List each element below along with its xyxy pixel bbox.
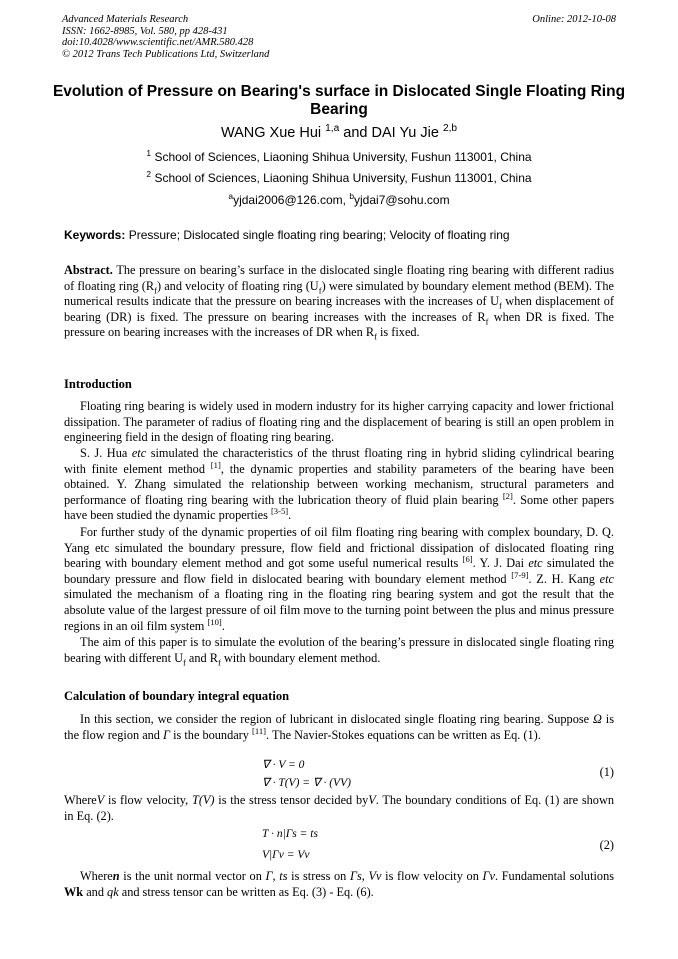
text: For further study of the dynamic properties of oil film floating ring bearing with complex boundary, D. Q. Yang etc simulated the boundary pressure, flow field and frictional dissipation of dislocated floating ring bearing with boundary element method and got some useful numerical results [64,525,614,571]
q-symbol: qk [107,884,119,899]
equation-1-number: (1) [599,765,614,779]
citation: [7-9] [511,569,529,580]
intro-paragraph-3 [64,525,614,634]
paper-title: Evolution of Pressure on Bearing's surface in Dislocated Single Floating Ring Bearing [52,83,626,118]
text: is the unit normal vector on [119,869,266,883]
email-b: yjdai7@sohu.com [354,193,450,207]
keywords-text: Pressure; Dislocated single floating ring bearing; Velocity of floating ring [128,228,510,242]
gamma-v-symbol: Γv [482,869,495,883]
issn-line: ISSN: 1662-8985, Vol. 580, pp 428-431 [62,25,228,37]
text: . The Navier-Stokes equations can be written as Eq. (1). [266,727,541,742]
citation: [10] [207,616,222,627]
text: . Y. J. Dai [472,556,529,571]
abstract-text: ) and velocity of floating ring (U [156,278,319,293]
citation: [2] [502,490,513,501]
text: . The boundary conditions of Eq. (1) are shown in Eq. (2). [64,793,614,823]
author-2: DAI Yu Jie [371,125,439,141]
text: is flow velocity on [381,869,483,883]
abstract [64,263,614,341]
sub-f: f [154,285,157,296]
equation-2-line-1: T · n|Γs = ts [262,828,318,840]
calc-paragraph-2 [64,793,614,824]
etc: etc [599,571,614,586]
abstract-text: when DR is fixed. The pressure on bearing increases with the increases of DR when R [64,309,614,340]
velocity-symbol: V [368,793,376,807]
journal-name: Advanced Materials Research [62,14,189,25]
text: , the dynamic properties and stability parameters of the bearing have been obtained. Y. Zhang simulated the relationship between working mechanism, structural parameters and performance of floating ring bearing with the lubrication theory of fluid plain bearing [64,461,614,507]
etc: etc [131,446,147,460]
text: is flow velocity, [104,793,192,807]
keywords-label: Keywords: [64,228,126,242]
text: S. J. Hua [80,446,132,460]
citation: [11] [252,725,267,736]
text: . Fundamental solutions [494,869,615,883]
equation-2-number: (2) [599,838,614,852]
text: . Z. H. Kang [528,571,600,586]
author-line [0,125,678,141]
equation-2-line-2: V|Γv = Vv [262,849,310,861]
citation: [1] [210,459,221,470]
email-a-mark: a [228,191,234,201]
text: Where [64,793,97,807]
equation-1-line-2: ∇ · T(V) = ∇ · (VV) [262,777,351,789]
text: , [272,869,280,883]
text: and R [185,650,218,665]
text: In this section, we consider the region of lubricant in dislocated single floating ring bearing. Suppose [80,712,593,726]
stress-tensor-symbol: T(V) [191,793,215,807]
fundamental-solution-symbol: Wk [64,884,84,899]
author-and: and [343,125,368,141]
doi-line: doi:10.4028/www.scientific.net/AMR.580.428 [62,37,254,48]
author-1: WANG Xue Hui [220,125,322,141]
citation: [6] [462,554,473,565]
text: simulated the characteristics of the thrust floating ring in hybrid sliding cylindrical bearing with finite element method [64,446,615,476]
text: is the stress tensor decided by [214,793,369,807]
gamma-symbol: Γ [163,727,171,742]
text: is stress on [287,869,350,883]
author-2-sup: 2,b [442,123,458,135]
aff-1-num: 1 [146,148,152,158]
sub-f: f [217,657,221,668]
text: Where [80,869,113,883]
text: simulated the boundary pressure and flow field in dislocated bearing with boundary element method [64,556,615,586]
text: is the boundary [170,727,252,742]
text: simulated the mechanism of a floating ring in the floating ring bearing system and got the result that the absolute value of the largest pressure of oil film move to the turning point between the plus and minus pressure regions in an oil film system [64,587,614,633]
text: The aim of this paper is to simulate the evolution of the bearing’s pressure in dislocated single floating ring bearing with different U [64,635,614,665]
section-heading-calculation: Calculation of boundary integral equation [64,689,290,703]
journal-header [62,14,618,60]
abstract-text: ) were simulated by boundary element method (BEM). The numerical results indicate that the pressure on bearing increases with the increases of U [64,278,615,309]
velocity-symbol: V [96,793,105,807]
abstract-label: Abstract. [64,263,113,277]
omega-symbol: Ω [593,712,602,726]
equation-1-line-1: ∇ · V = 0 [262,759,305,771]
text: . [288,508,292,523]
intro-paragraph-1: Floating ring bearing is widely used in modern industry for its higher carrying capacity and lower frictional dissipation. The parameter of radius of floating ring and the displacement of bearing is still an open problem in engineering field in the design of floating ring bearing. [64,399,614,445]
affiliation-2 [0,171,678,185]
velocity-v-symbol: Vv [368,869,382,883]
sub-f: f [318,285,322,296]
email-a: yjdai2006@126.com, [233,193,346,207]
text: and [83,884,108,899]
calc-paragraph-3 [64,869,614,900]
sub-f: f [182,657,186,668]
calc-paragraph-1 [64,712,614,743]
stress-symbol: ts [279,869,288,883]
author-1-sup: 1,a [325,123,340,135]
affiliation-1 [0,150,678,164]
email-b-mark: b [349,191,355,201]
text: is the flow region and [64,712,614,742]
intro-paragraph-4 [64,635,614,666]
intro-paragraph-2 [64,446,614,524]
abstract-text: is fixed. [376,325,420,340]
copyright-line: © 2012 Trans Tech Publications Ltd, Switzerland [62,48,270,60]
abstract-text: The pressure on bearing’s surface in the dislocated single floating ring bearing with different radius of floating ring (R [64,263,615,293]
text: with boundary element method. [220,650,381,665]
text: , [361,869,369,883]
text: and stress tensor can be written as Eq. (3) - Eq. (6). [118,884,374,899]
text: . [221,618,225,633]
normal-symbol: n [112,869,120,883]
gamma-symbol: Γ [265,869,273,883]
sub-f: f [374,331,377,342]
aff-2-text: School of Sciences, Liaoning Shihua University, Fushun 113001, China [154,171,532,185]
text: . Some other papers have been studied the dynamic properties [64,492,614,523]
etc: etc [528,556,543,571]
keywords [64,228,620,242]
sub-f: f [498,300,502,311]
section-heading-introduction: Introduction [64,377,132,391]
abstract-text: when displacement of bearing (DR) is fixed. The pressure on bearing increases with the increases of R [64,294,614,324]
aff-1-text: School of Sciences, Liaoning Shihua University, Fushun 113001, China [154,150,532,164]
email-line [0,193,678,207]
gamma-s-symbol: Γs [350,869,362,883]
sub-f: f [485,316,489,327]
online-date: Online: 2012-10-08 [532,14,616,25]
aff-2-num: 2 [146,169,152,179]
citation: [3-5] [270,506,289,517]
